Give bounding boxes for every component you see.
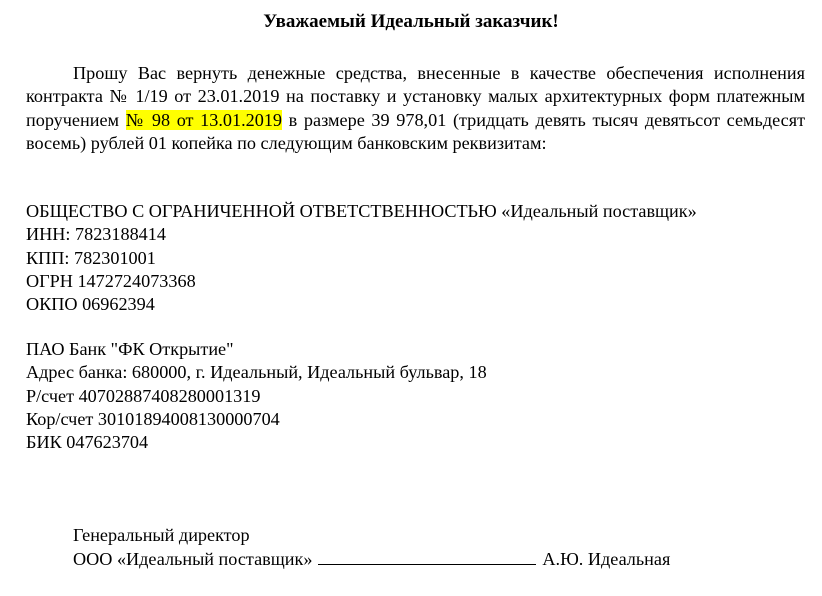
letter-title: Уважаемый Идеальный заказчик! [263,11,559,32]
signatory-name: А.Ю. Идеальная [542,548,671,569]
supplier-okpo: ОКПО 06962394 [26,294,155,315]
bank-corr-account: Кор/счет 30101894008130000704 [26,408,280,429]
bank-details [26,338,487,454]
supplier-name: ОБЩЕСТВО С ОГРАНИЧЕННОЙ ОТВЕТСТВЕННОСТЬЮ «Идеальный поставщик» [26,201,697,221]
signature-line-row [73,548,670,572]
signature-block [73,524,670,571]
supplier-inn: ИНН: 7823188414 [26,224,166,245]
bank-name: ПАО Банк "ФК Открытие" [26,339,234,359]
bank-bik: БИК 047623704 [26,432,149,453]
signatory-position: Генеральный директор [73,525,250,545]
bank-account: Р/счет 40702887408280001319 [26,385,261,406]
supplier-kpp: КПП: 782301001 [26,247,156,268]
request-paragraph [26,62,805,156]
request-text-start: Прошу Вас вернуть денежные средства, внесенные в качестве обеспечения исполнения контракта № 1/19 от 23.01.2019 на поставку и установку малых архитектурных форм платежным поручением [26,63,805,130]
supplier-details [26,200,697,316]
request-text-end: в размере 39 978,01 (тридцать девять тысяч девятьсот семьдесят восемь) рублей 01 копейка по следующим банковским реквизитам: [26,109,806,154]
signature-line [318,550,536,565]
payment-order-highlight: № 98 от 13.01.2019 [125,109,283,130]
bank-address: Адрес банка: 680000, г. Идеальный, Идеальный бульвар, 18 [26,362,487,383]
supplier-ogrn: ОГРН 1472724073368 [26,270,196,291]
signatory-company: ООО «Идеальный поставщик» [73,548,313,569]
